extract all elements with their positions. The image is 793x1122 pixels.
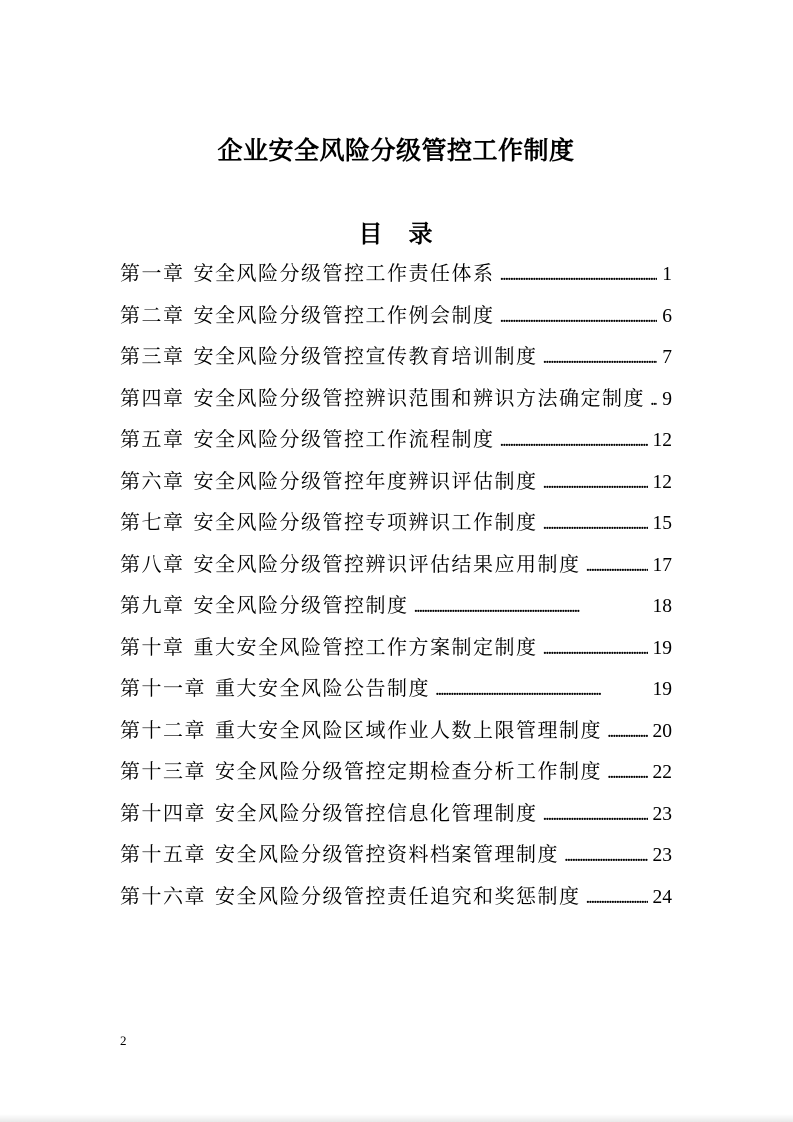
toc-entry-chapter: 第十三章 xyxy=(120,761,206,783)
toc-leader-dots xyxy=(500,420,648,462)
toc-entry-page: 19 xyxy=(652,679,672,700)
toc-leader-dots xyxy=(500,254,658,296)
toc-entry-page: 22 xyxy=(652,762,672,783)
toc-entry-title: 安全风险分级管控辨识范围和辨识方法确定制度 xyxy=(193,387,645,410)
toc-entry-chapter: 第十章 xyxy=(120,636,185,659)
toc-entry[interactable] xyxy=(120,711,672,753)
toc-entry[interactable] xyxy=(120,835,672,877)
toc-entry-page: 20 xyxy=(652,720,672,742)
toc-entry[interactable] xyxy=(120,752,672,794)
toc-entry-chapter: 第一章 xyxy=(120,263,185,285)
toc-entry-title: 安全风险分级管控信息化管理制度 xyxy=(215,802,538,825)
toc-entry-title: 安全风险分级管控资料档案管理制度 xyxy=(215,844,559,866)
toc-entry-chapter: 第七章 xyxy=(120,512,185,534)
toc-entry-page: 18 xyxy=(652,596,672,617)
toc-entry-title: 重大安全风险公告制度 xyxy=(215,678,430,700)
toc-leader-dots xyxy=(543,337,658,379)
toc-entry-chapter: 第五章 xyxy=(120,429,185,451)
toc-entry[interactable] xyxy=(120,669,672,711)
toc-entry[interactable] xyxy=(120,877,672,919)
toc-entry-chapter: 第十一章 xyxy=(120,678,206,700)
toc-entry-chapter: 第二章 xyxy=(120,304,185,327)
toc-leader-dots xyxy=(607,711,648,753)
toc-entry-page: 6 xyxy=(662,305,672,327)
toc-entry-page: 1 xyxy=(662,264,672,285)
toc-entry[interactable] xyxy=(120,545,672,587)
toc-entry-page: 23 xyxy=(652,845,672,866)
toc-entry-page: 15 xyxy=(652,513,672,534)
toc-entry-title: 安全风险分级管控工作例会制度 xyxy=(193,304,495,327)
toc-entry-page: 19 xyxy=(652,637,672,659)
toc-entry-page: 12 xyxy=(652,430,672,451)
toc-leader-dots xyxy=(607,752,648,794)
toc-entry[interactable] xyxy=(120,462,672,504)
toc-entry-chapter: 第十二章 xyxy=(120,719,206,742)
toc-entry-title: 重大安全风险管控工作方案制定制度 xyxy=(193,636,538,659)
toc-leader-dots xyxy=(500,296,658,338)
document-title: 企业安全风险分级管控工作制度 xyxy=(217,137,575,165)
toc-leader-dots xyxy=(586,545,648,587)
toc-entry-title: 重大安全风险区域作业人数上限管理制度 xyxy=(215,719,602,742)
toc-leader-dots xyxy=(543,503,648,545)
toc-entry-page: 17 xyxy=(652,554,672,576)
toc-entry-page: 7 xyxy=(662,347,672,368)
toc-entry-chapter: 第三章 xyxy=(120,346,185,368)
toc-entry[interactable] xyxy=(120,503,672,545)
toc-leader-dots xyxy=(435,669,648,711)
toc-entry-chapter: 第八章 xyxy=(120,553,185,576)
toc-leader-dots xyxy=(564,835,648,877)
toc-entry-title: 安全风险分级管控年度辨识评估制度 xyxy=(193,470,538,493)
toc-heading: 目 录 xyxy=(358,221,434,248)
toc-entry-title: 安全风险分级管控制度 xyxy=(193,595,409,617)
toc-entry-title: 安全风险分级管控辨识评估结果应用制度 xyxy=(193,553,581,576)
toc-entry[interactable] xyxy=(120,628,672,670)
toc-leader-dots xyxy=(414,586,648,628)
toc-entry-chapter: 第十五章 xyxy=(120,844,206,866)
toc-entry-chapter: 第十六章 xyxy=(120,885,206,908)
toc-entry[interactable] xyxy=(120,420,672,462)
toc-leader-dots xyxy=(543,462,648,504)
toc-entry-page: 9 xyxy=(662,388,672,410)
toc-leader-dots xyxy=(543,794,648,836)
toc-entry-page: 12 xyxy=(652,471,672,493)
toc-leader-dots xyxy=(650,379,657,421)
toc-entry-title: 安全风险分级管控定期检查分析工作制度 xyxy=(215,761,602,783)
toc-entry[interactable] xyxy=(120,296,672,338)
toc-entry-title: 安全风险分级管控工作责任体系 xyxy=(193,263,495,285)
toc-entry-chapter: 第六章 xyxy=(120,470,185,493)
toc-entry-page: 23 xyxy=(652,803,672,825)
toc-entry-chapter: 第九章 xyxy=(120,595,185,617)
toc-entry[interactable] xyxy=(120,254,672,296)
toc-entry-title: 安全风险分级管控专项辨识工作制度 xyxy=(193,512,538,534)
toc-leader-dots xyxy=(586,877,648,919)
toc-entry[interactable] xyxy=(120,794,672,836)
toc-entry-title: 安全风险分级管控责任追究和奖惩制度 xyxy=(215,885,581,908)
toc-list xyxy=(120,254,672,918)
toc-entry[interactable] xyxy=(120,379,672,421)
toc-entry[interactable] xyxy=(120,337,672,379)
footer-page-number: 2 xyxy=(120,1033,127,1048)
toc-entry-title: 安全风险分级管控工作流程制度 xyxy=(193,429,495,451)
toc-entry-chapter: 第十四章 xyxy=(120,802,206,825)
toc-entry-chapter: 第四章 xyxy=(120,387,185,410)
toc-leader-dots xyxy=(543,628,648,670)
toc-entry-title: 安全风险分级管控宣传教育培训制度 xyxy=(193,346,538,368)
toc-entry-page: 24 xyxy=(652,886,672,908)
toc-entry[interactable] xyxy=(120,586,672,628)
